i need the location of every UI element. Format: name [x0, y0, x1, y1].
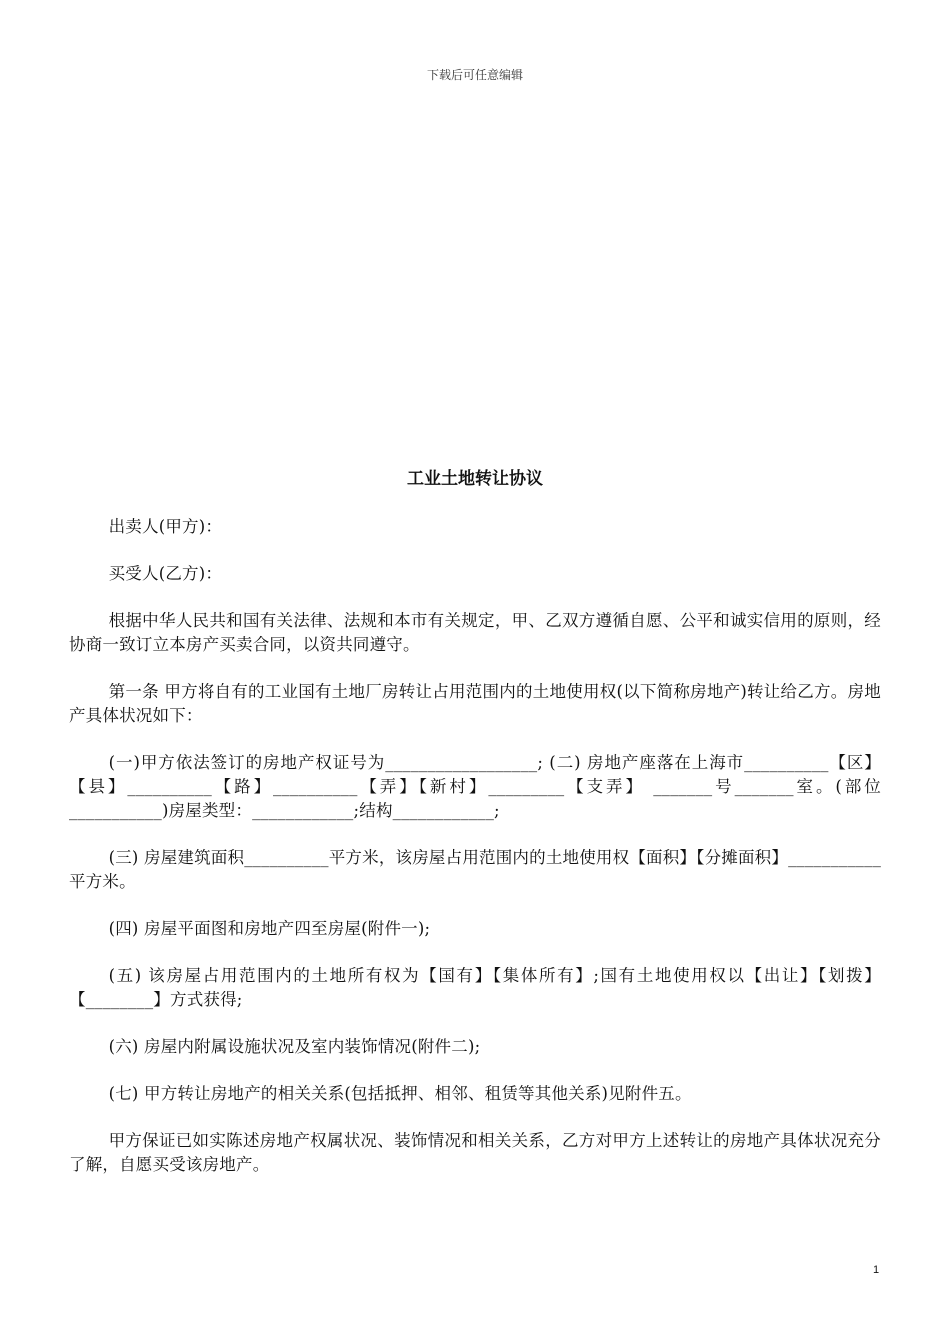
- paragraph-item-7: (七) 甲方转让房地产的相关关系(包括抵押、相邻、租赁等其他关系)见附件五。: [108, 1084, 692, 1103]
- page-number: 1: [873, 1264, 880, 1276]
- paragraph-buyer: 买受人(乙方)：: [108, 564, 223, 583]
- header-note: 下载后可任意编辑: [426, 68, 523, 82]
- paragraph-item-1-2: (一)甲方依法签订的房地产权证号为__________________; (二) 房地产座落在上海市__________【区】【县】__________【路】__________【弄】【新村】_________【支弄】 _______号_______室。(部位___________)房屋类型：____________;结构____________;: [69, 753, 881, 820]
- paragraph-guarantee: 甲方保证已如实陈述房地产权属状况、装饰情况和相关关系，乙方对甲方上述转让的房地产具体状况充分了解，自愿买受该房地产。: [69, 1131, 881, 1174]
- paragraph-item-3: (三) 房屋建筑面积__________平方米，该房屋占用范围内的土地使用权【面积】【分摊面积】___________平方米。: [69, 848, 882, 891]
- document-title: 工业土地转让协议: [407, 469, 543, 489]
- paragraph-item-5: (五) 该房屋占用范围内的土地所有权为【国有】【集体所有】;国有土地使用权以【出让】【划拨】【________】方式获得;: [69, 966, 881, 1009]
- paragraph-item-4: (四) 房屋平面图和房地产四至房屋(附件一);: [108, 919, 431, 938]
- paragraph-item-6: (六) 房屋内附属设施状况及室内装饰情况(附件二);: [108, 1037, 481, 1056]
- paragraph-article-1: 第一条 甲方将自有的工业国有土地厂房转让占用范围内的土地使用权(以下简称房地产)转让给乙方。房地产具体状况如下：: [69, 682, 881, 725]
- document-body: [69, 466, 881, 1200]
- paragraph-preamble: 根据中华人民共和国有关法律、法规和本市有关规定，甲、乙双方遵循自愿、公平和诚实信用的原则，经协商一致订立本房产买卖合同，以资共同遵守。: [69, 611, 881, 654]
- paragraph-seller: 出卖人(甲方)：: [108, 517, 223, 536]
